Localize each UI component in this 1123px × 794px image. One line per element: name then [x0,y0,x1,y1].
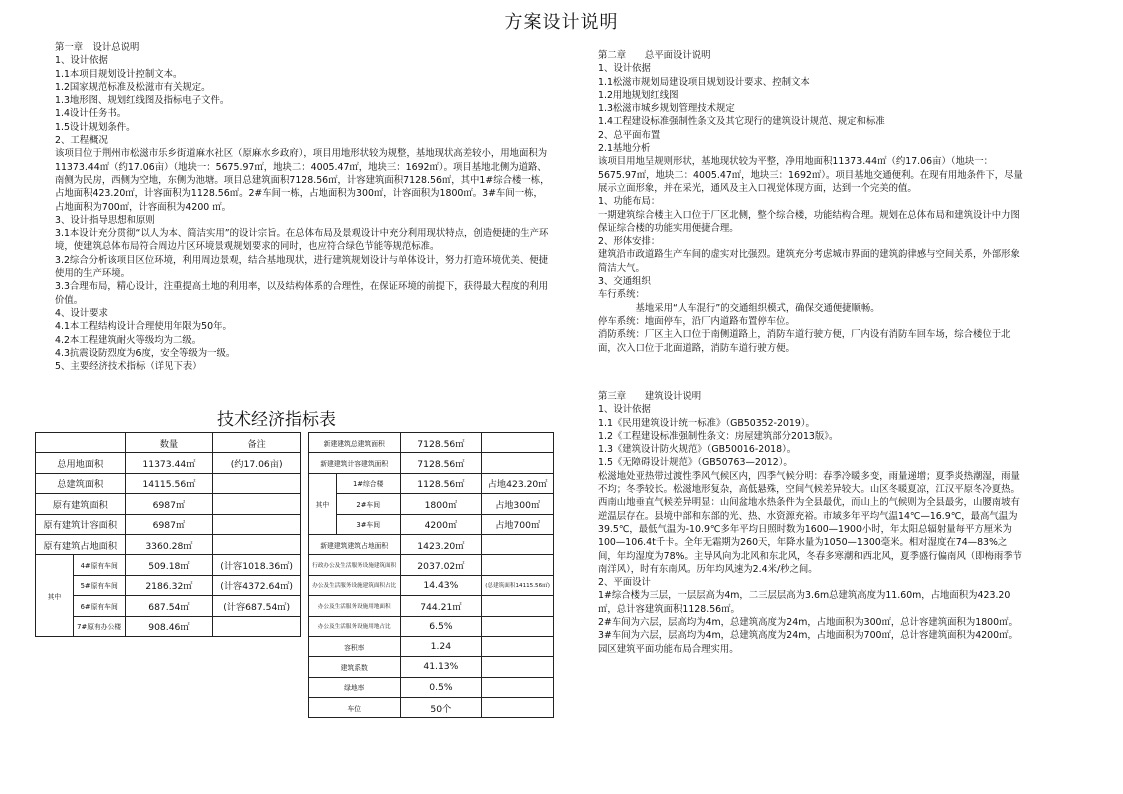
row-quantity: 687.54㎡ [125,596,213,616]
chapter2-line: 1、设计依据 [598,63,651,75]
row-quantity: 6987㎡ [125,494,213,514]
row-label: 3#车间 [336,514,400,534]
chapter2-line: 1.3松滋市城乡规划管理技术规定 [598,103,735,115]
chapter2-line: 1、功能布局： [598,196,661,208]
chapter3-line: 1#综合楼为三层，一层层高为4m，二三层层高为3.6m总建筑高度为11.60m，占地面积为423.20㎡，总计容建筑面积1128.56㎡。 [598,590,1011,615]
indicator-table-right [308,432,554,718]
table-row [309,616,554,636]
row-note: (计容1018.36㎡) [213,555,301,575]
table-row [36,514,301,534]
row-label: 办公及生活服务设施用地面积 [309,596,401,616]
chapter2-line: 消防系统：厂区主入口位于南侧道路上，消防车道行驶方便，厂内设有消防车回车场，综合楼位于北面，次入口位于北面道路，消防车道行驶方便。 [598,329,1011,354]
table-row [309,575,554,595]
chapter1-line: 3、设计指导思想和原则 [55,214,155,226]
row-label: 车位 [309,698,401,718]
chapter1-line: 2、工程概况 [55,135,108,147]
row-quantity: 2186.32㎡ [125,575,213,595]
chapter1-line: 4.1本工程结构设计合理使用年限为50年。 [55,321,232,333]
chapter3-line: 1、设计依据 [598,404,651,416]
table-row [36,555,301,575]
row-label: 办公及生活服务设施建筑面积占比 [309,575,401,595]
chapter1-line: 3.2综合分析该项目区位环境，利用周边景观，结合基地现状，进行建筑规划设计与单体设计，努力打造环境优美、便捷使用的生产环境。 [55,254,549,280]
chapter1-line: 1.3地形图、规划红线图及指标电子文件。 [55,95,230,107]
header-cell: 数量 [125,433,213,453]
chapter2-line: 基地采用“人车混行”的交通组织模式，确保交通便捷顺畅。 [598,302,880,314]
row-quantity: 3360.28㎡ [125,534,213,554]
row-label: 行政办公及生活服务设施建筑面积 [309,555,401,575]
row-note: (总建筑面积14115.56㎡) [482,575,554,595]
chapter2-line: 该项目用地呈规则形状，基地现状较为平整，净用地面积11373.44㎡（约17.06亩）（地块一：5675.97㎡，地块二：4005.47㎡，地块三：1692㎡）。项目基地交通便利。在现有用地条件下，尽量展示立面形象，并在采光，通风及主入口视觉体现方面，达到一个完美的值。 [598,156,1023,194]
row-label: 1#综合楼 [336,473,400,493]
row-quantity: 50个 [400,698,482,718]
chapter2-line: 3、交通组织 [598,276,651,288]
chapter3-line: 1.3《建筑设计防火规范》（GB50016-2018）。 [598,444,797,456]
row-note [482,453,554,473]
chapter2-line: 2.1基地分析 [598,143,651,155]
header-cell: 备注 [213,433,301,453]
chapter-1-text [55,41,550,373]
row-label: 建筑系数 [309,657,401,677]
chapter1-line: 1.2国家规范标准及松滋市有关规定。 [55,81,211,93]
chapter2-line: 1.1松滋市规划局建设项目规划设计要求、控制文本 [598,76,810,88]
row-quantity: 4200㎡ [400,514,482,534]
chapter-3-text [598,390,1023,656]
chapter3-line: 2#车间为六层，层高均为4m，总建筑高度为24m，占地面积为300㎡，总计容建筑面积为1800㎡。 [598,617,1018,629]
row-note: (计容4372.64㎡) [213,575,301,595]
table-row [309,698,554,718]
row-note [482,677,554,697]
row-note: 占地700㎡ [482,514,554,534]
row-note: (计容687.54㎡) [213,596,301,616]
row-note [213,473,301,493]
row-note [213,616,301,636]
row-quantity: 1128.56㎡ [400,473,482,493]
row-label: 新建建筑计容建筑面积 [309,453,401,473]
chapter1-line: 1、设计依据 [55,55,108,67]
group-label: 其中 [309,473,337,534]
chapter1-line: 5、主要经济技术指标（详见下表） [55,361,202,373]
chapter2-line: 1.4工程建设标准强制性条文及其它现行的建筑设计规范、规定和标准 [598,116,885,128]
chapter2-line: 2、形体安排： [598,236,661,248]
row-label: 7#原有办公楼 [73,616,125,636]
row-quantity: 509.18㎡ [125,555,213,575]
row-label: 5#原有车间 [73,575,125,595]
table-row [36,473,301,493]
chapter2-line: 建筑沿市政道路生产车间的虚实对比强烈。建筑充分考虑城市界面的建筑韵律感与空间关系，外部形象简洁大气。 [598,249,1020,274]
table-row [309,534,554,554]
chapter-2-text [598,49,1023,355]
row-label: 绿地率 [309,677,401,697]
chapter1-line: 1.1本项目规划设计控制文本。 [55,68,183,80]
row-note: (约17.06亩) [213,453,301,473]
chapter2-line: 车行系统： [598,289,645,301]
row-label: 办公及生活服务设施用地占比 [309,616,401,636]
row-note [482,636,554,656]
page-title: 方案设计说明 [504,12,619,33]
table-row [36,575,301,595]
chapter2-line: 停车系统：地面停车，沿厂内道路布置停车位。 [598,315,795,327]
row-quantity: 7128.56㎡ [400,453,482,473]
chapter1-line: 4、设计要求 [55,307,108,319]
chapter2-line: 第二章 总平面设计说明 [598,50,711,61]
row-note: 占地300㎡ [482,494,554,514]
chapter1-line: 4.2本工程建筑耐火等级均为二级。 [55,334,202,346]
row-note [213,494,301,514]
table-row [309,657,554,677]
chapter3-line: 1.5《无障碍设计规范》（GB50763—2012）。 [598,457,793,469]
chapter1-line: 1.5设计规划条件。 [55,121,136,133]
row-label: 新建建筑建筑占地面积 [309,534,401,554]
row-label: 原有建筑占地面积 [36,534,126,554]
chapter1-line: 第一章 设计总说明 [55,42,140,53]
chapter3-line: 1.1《民用建筑设计统一标准》（GB50352-2019）。 [598,417,815,429]
row-quantity: 1423.20㎡ [400,534,482,554]
table-row [309,636,554,656]
indicator-table-left [35,432,301,637]
row-note [482,534,554,554]
table-row [309,677,554,697]
row-label: 原有建筑面积 [36,494,126,514]
row-quantity: 744.21㎡ [400,596,482,616]
row-note [213,534,301,554]
table-row [36,534,301,554]
row-quantity: 6987㎡ [125,514,213,534]
chapter1-line: 3.1本设计充分贯彻“以人为本、简洁实用”的设计宗旨。在总体布局及景观设计中充分利用现状特点，创造便捷的生产环境，使建筑总体布局符合周边片区环境景观规划要求的同时，也应符合绿色节能等规范标准。 [55,228,549,253]
table-row [309,596,554,616]
row-quantity: 7128.56㎡ [400,433,482,453]
table-title: 技术经济指标表 [217,410,336,430]
row-quantity: 908.46㎡ [125,616,213,636]
table-row [36,494,301,514]
chapter3-line: 第三章 建筑设计说明 [598,391,702,402]
chapter2-line: 一期建筑综合楼主入口位于厂区北侧，整个综合楼，功能结构合理。规划在总体布局和建筑设计中力图保证综合楼的功能实用便捷合理。 [598,209,1020,234]
chapter2-line: 1.2用地规划红线图 [598,89,679,101]
table-row [309,473,554,493]
row-label: 原有建筑计容面积 [36,514,126,534]
chapter3-line: 2、平面设计 [598,577,651,589]
row-quantity: 14.43% [400,575,482,595]
row-quantity: 11373.44㎡ [125,453,213,473]
table-row [309,555,554,575]
row-note [482,555,554,575]
chapter2-line: 2、总平面布置 [598,129,661,141]
row-note [213,514,301,534]
chapter3-line: 3#车间为六层，层高均为4m，总建筑高度为24m，占地面积为700㎡，总计容建筑面积为4200㎡。 [598,630,1018,642]
row-quantity: 1.24 [400,636,482,656]
row-note [482,698,554,718]
row-note [482,616,554,636]
row-quantity: 2037.02㎡ [400,555,482,575]
row-note [482,433,554,453]
table-row [36,616,301,636]
row-label: 2#车间 [336,494,400,514]
row-label: 新建建筑总建筑面积 [309,433,401,453]
row-label: 总建筑面积 [36,473,126,493]
row-label: 总用地面积 [36,453,126,473]
chapter3-line: 园区建筑平面功能布局合理实用。 [598,643,739,655]
chapter1-line: 该项目位于荆州市松滋市乐乡街道麻水社区（原麻水乡政府），项目用地形状较为规整，基地现状高差较小，用地面积为11373.44㎡（约17.06亩）（地块一：5675.97㎡，地块二：4005.47㎡，地块三：1692㎡）。项目基地北侧为道路、南侧为民房，西侧为空地，东侧为池塘。项目总建筑面积7128.56㎡，计容建筑面积7128.56㎡，其中1#综合楼一栋，占地面积423.20㎡，计容面积为1128.56㎡。2#车间一栋，占地面积为300㎡，计容面积为1800㎡。3#车间一栋，占地面积为700㎡，计容面积为4200 ㎡。 [55,148,550,213]
row-note [482,657,554,677]
table-row [309,453,554,473]
table-row [309,514,554,534]
table-header-row [36,433,301,453]
table-row [36,453,301,473]
row-label: 4#原有车间 [73,555,125,575]
chapter3-line: 1.2《工程建设标准强制性条文：房屋建筑部分2013版》。 [598,430,839,442]
row-quantity: 41.13% [400,657,482,677]
group-label: 其中 [36,555,74,637]
row-quantity: 0.5% [400,677,482,697]
row-label: 容积率 [309,636,401,656]
chapter3-line: 松滋地处亚热带过渡性季风气候区内，四季气候分明：春季冷暖多变，雨量递增；夏季炎热潮湿，雨量不均；冬季较长。松滋地形复杂，高低悬殊，空间气候差异较大。山区冬暖夏凉，江汉平原冬冷夏热。西南山地垂直气候差异明显：山间盆地水热条件为全县最优，而山上的气候则为全县最劣，山腰南坡有逆温层存在。县境中部和东部的光、热、水资源充裕。市域多年平均气温14℃—16.9℃，最高气温为39.5℃，最低气温为-10.9℃多年平均日照时数为1600—1900小时，年太阳总辐射量每平方厘米为100—106.4t千卡。全年无霜期为260天，年降水量为1050—1300毫米。相对湿度在74—83%之间，年均湿度为78%。主导风向为北风和东北风，冬春多寒潮和西北风，夏季盛行偏南风（即梅雨季节南洋风），时有东南风。历年均风速为2.4米/秒之间。 [598,470,1022,575]
header-blank-cell [36,433,126,453]
chapter1-line: 3.3合理布局，精心设计，注重提高土地的利用率，以及结构体系的合理性，在保证环境的前提下，获得最大程度的利用价值。 [55,281,549,306]
table-row [309,433,554,453]
table-row [309,494,554,514]
table-row [36,596,301,616]
chapter1-line: 4.3抗震设防烈度为6度，安全等级为一级。 [55,347,236,359]
row-quantity: 6.5% [400,616,482,636]
row-note: 占地423.20㎡ [482,473,554,493]
row-quantity: 14115.56㎡ [125,473,213,493]
row-note [482,596,554,616]
row-label: 6#原有车间 [73,596,125,616]
chapter1-line: 1.4设计任务书。 [55,108,127,120]
row-quantity: 1800㎡ [400,494,482,514]
